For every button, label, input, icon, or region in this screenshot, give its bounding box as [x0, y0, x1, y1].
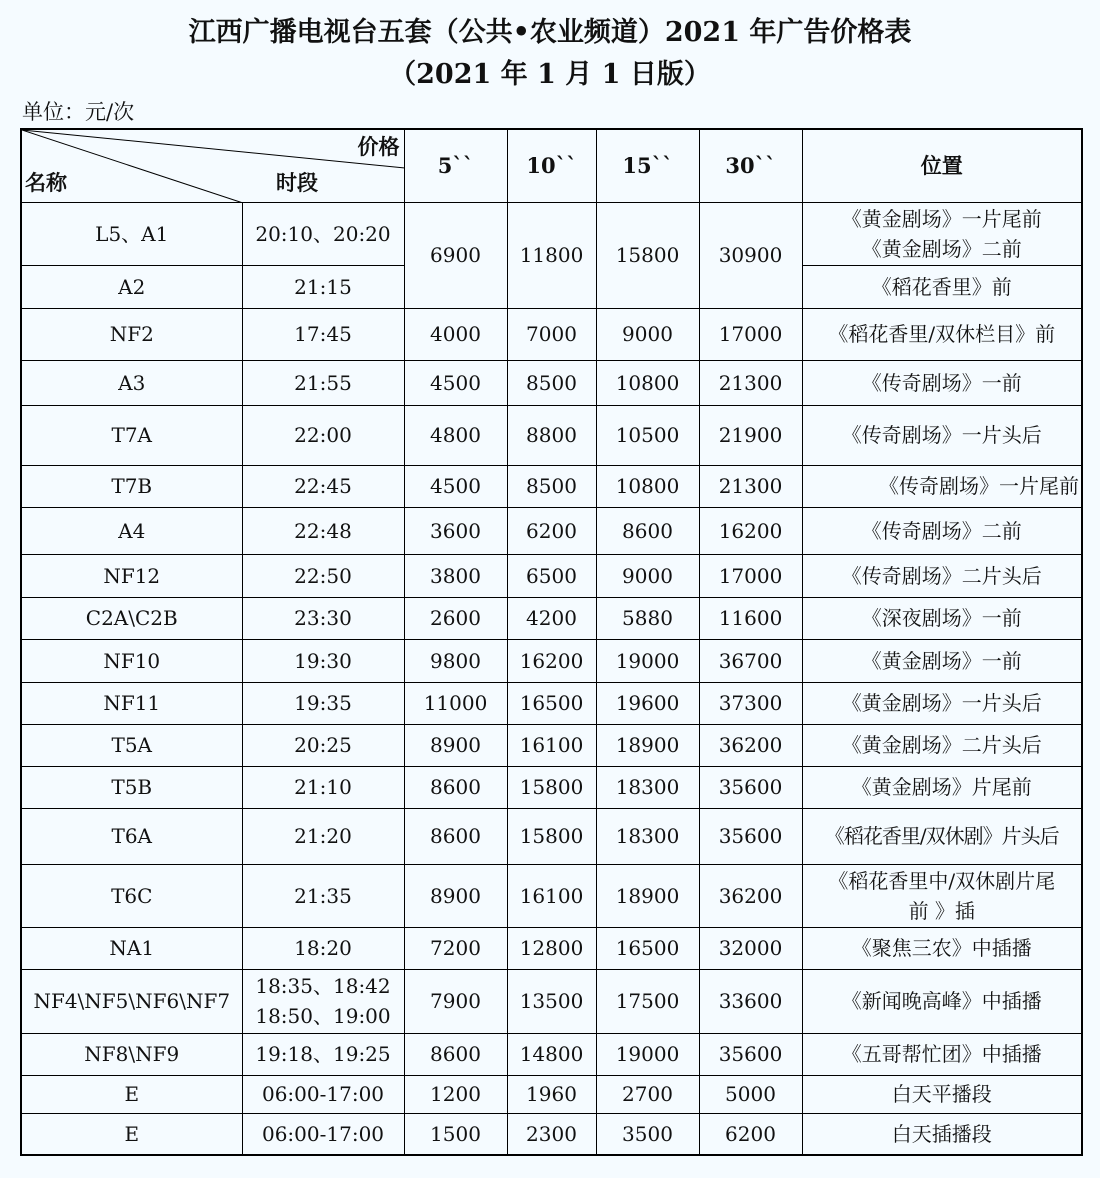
cell-price-15: 15800	[596, 202, 699, 308]
cell-price-15: 18900	[596, 724, 699, 766]
cell-price-5: 4000	[404, 308, 507, 360]
cell-time: 22:00	[242, 405, 404, 465]
cell-position	[802, 864, 1082, 927]
cell-price-10: 7000	[507, 308, 596, 360]
cell-price-30: 16200	[699, 507, 802, 554]
table-row	[21, 507, 1082, 554]
table-row	[21, 360, 1082, 405]
header-price: 价格	[357, 134, 400, 159]
cell-price-15: 5880	[596, 597, 699, 639]
cell-price-5: 7200	[404, 927, 507, 969]
cell-position: 《聚焦三农》中插播	[802, 927, 1082, 969]
cell-name: T7A	[21, 405, 242, 465]
cell-price-15: 10800	[596, 465, 699, 507]
cell-price-30: 36700	[699, 639, 802, 682]
cell-position: 《传奇剧场》二前	[802, 507, 1082, 554]
cell-price-10: 16100	[507, 864, 596, 927]
position-line: 前 》插	[908, 898, 975, 923]
time-line: 18:50、19:00	[255, 1004, 391, 1028]
cell-position	[802, 202, 1082, 265]
cell-time: 21:35	[242, 864, 404, 927]
cell-price-30: 30900	[699, 202, 802, 308]
cell-price-5: 8600	[404, 766, 507, 808]
table-row	[21, 405, 1082, 465]
cell-time: 18:20	[242, 927, 404, 969]
cell-name: L5、A1	[21, 202, 242, 265]
cell-name: C2A\C2B	[21, 597, 242, 639]
cell-position: 《黄金剧场》二片头后	[802, 724, 1082, 766]
cell-price-30: 21300	[699, 360, 802, 405]
cell-price-5: 6900	[404, 202, 507, 308]
table-row	[21, 1113, 1082, 1155]
cell-position: 白天插播段	[802, 1113, 1082, 1155]
table-row	[21, 202, 1082, 265]
cell-price-5: 2600	[404, 597, 507, 639]
cell-time	[242, 969, 404, 1033]
table-row	[21, 465, 1082, 507]
cell-position: 《稻花香里/双休栏目》前	[802, 308, 1082, 360]
cell-price-10: 8800	[507, 405, 596, 465]
header-5s: 5``	[404, 129, 507, 202]
cell-price-15: 9000	[596, 554, 699, 597]
cell-price-15: 3500	[596, 1113, 699, 1155]
header-row	[21, 129, 1082, 202]
cell-price-10: 6200	[507, 507, 596, 554]
cell-price-15: 10800	[596, 360, 699, 405]
cell-position: 《黄金剧场》一片头后	[802, 682, 1082, 724]
table-row	[21, 766, 1082, 808]
cell-name: T7B	[21, 465, 242, 507]
header-30s: 30``	[699, 129, 802, 202]
cell-price-10: 2300	[507, 1113, 596, 1155]
cell-price-15: 2700	[596, 1075, 699, 1113]
cell-price-30: 36200	[699, 864, 802, 927]
cell-price-10: 12800	[507, 927, 596, 969]
cell-price-30: 17000	[699, 554, 802, 597]
cell-time: 22:48	[242, 507, 404, 554]
cell-name: A4	[21, 507, 242, 554]
cell-name: T6A	[21, 808, 242, 864]
position-line: 《黄金剧场》一片尾前	[841, 206, 1042, 231]
cell-price-15: 10500	[596, 405, 699, 465]
cell-price-30: 33600	[699, 969, 802, 1033]
unit-label: 单位：元/次	[22, 100, 135, 124]
page-subtitle: （2021 年 1 月 1 日版）	[389, 59, 711, 90]
header-slot: 时段	[276, 170, 318, 195]
cell-price-5: 4800	[404, 405, 507, 465]
cell-price-10: 1960	[507, 1075, 596, 1113]
cell-price-15: 9000	[596, 308, 699, 360]
cell-price-5: 3600	[404, 507, 507, 554]
cell-name: E	[21, 1113, 242, 1155]
cell-name: NF12	[21, 554, 242, 597]
cell-position: 《深夜剧场》一前	[802, 597, 1082, 639]
cell-price-15: 18300	[596, 808, 699, 864]
time-line: 18:35、18:42	[255, 974, 391, 998]
cell-position: 《传奇剧场》一片头后	[802, 405, 1082, 465]
cell-price-10: 16500	[507, 682, 596, 724]
cell-price-15: 16500	[596, 927, 699, 969]
table-row	[21, 639, 1082, 682]
position-line: 《稻花香里中/双休剧片尾	[828, 868, 1056, 893]
cell-price-30: 6200	[699, 1113, 802, 1155]
cell-name: E	[21, 1075, 242, 1113]
cell-name: T5B	[21, 766, 242, 808]
cell-price-5: 3800	[404, 554, 507, 597]
cell-price-30: 11600	[699, 597, 802, 639]
cell-time: 19:30	[242, 639, 404, 682]
cell-price-10: 13500	[507, 969, 596, 1033]
cell-name: A2	[21, 265, 242, 308]
cell-position: 白天平播段	[802, 1075, 1082, 1113]
cell-time: 22:50	[242, 554, 404, 597]
table-row	[21, 927, 1082, 969]
table-row	[21, 864, 1082, 927]
cell-price-5: 4500	[404, 360, 507, 405]
cell-price-5: 7900	[404, 969, 507, 1033]
cell-price-10: 11800	[507, 202, 596, 308]
table-row	[21, 554, 1082, 597]
cell-position: 《黄金剧场》片尾前	[802, 766, 1082, 808]
cell-position: 《稻花香里/双休剧》片头后	[802, 808, 1082, 864]
cell-name: NF8\NF9	[21, 1033, 242, 1075]
cell-price-30: 32000	[699, 927, 802, 969]
diagonal-lines	[22, 130, 405, 203]
cell-price-30: 35600	[699, 1033, 802, 1075]
cell-price-5: 8600	[404, 1033, 507, 1075]
cell-time: 21:20	[242, 808, 404, 864]
cell-price-5: 8900	[404, 724, 507, 766]
cell-time: 19:18、19:25	[242, 1033, 404, 1075]
cell-price-5: 1500	[404, 1113, 507, 1155]
cell-time: 17:45	[242, 308, 404, 360]
cell-price-10: 15800	[507, 766, 596, 808]
cell-price-10: 14800	[507, 1033, 596, 1075]
cell-time: 20:10、20:20	[242, 202, 404, 265]
header-10s: 10``	[507, 129, 596, 202]
cell-name: A3	[21, 360, 242, 405]
cell-price-10: 8500	[507, 465, 596, 507]
header-15s: 15``	[596, 129, 699, 202]
table-row	[21, 808, 1082, 864]
cell-position: 《传奇剧场》二片头后	[802, 554, 1082, 597]
cell-time: 22:45	[242, 465, 404, 507]
cell-position: 《传奇剧场》一前	[802, 360, 1082, 405]
cell-price-15: 19000	[596, 1033, 699, 1075]
cell-time: 06:00-17:00	[242, 1113, 404, 1155]
cell-name: NF11	[21, 682, 242, 724]
cell-price-30: 17000	[699, 308, 802, 360]
cell-price-10: 15800	[507, 808, 596, 864]
cell-price-15: 8600	[596, 507, 699, 554]
cell-price-5: 1200	[404, 1075, 507, 1113]
table-row	[21, 682, 1082, 724]
cell-time: 21:10	[242, 766, 404, 808]
cell-price-30: 21900	[699, 405, 802, 465]
cell-price-30: 35600	[699, 808, 802, 864]
table-row	[21, 969, 1082, 1033]
cell-price-10: 4200	[507, 597, 596, 639]
cell-price-10: 16200	[507, 639, 596, 682]
cell-name: NF2	[21, 308, 242, 360]
cell-price-30: 5000	[699, 1075, 802, 1113]
cell-name: NF10	[21, 639, 242, 682]
cell-price-15: 18300	[596, 766, 699, 808]
cell-price-30: 21300	[699, 465, 802, 507]
cell-time: 20:25	[242, 724, 404, 766]
cell-price-5: 8900	[404, 864, 507, 927]
header-name: 名称	[25, 170, 67, 195]
cell-name: NF4\NF5\NF6\NF7	[21, 969, 242, 1033]
cell-price-30: 35600	[699, 766, 802, 808]
table-row	[21, 724, 1082, 766]
cell-price-5: 4500	[404, 465, 507, 507]
cell-time: 19:35	[242, 682, 404, 724]
cell-position: 《黄金剧场》一前	[802, 639, 1082, 682]
cell-time: 06:00-17:00	[242, 1075, 404, 1113]
cell-name: NA1	[21, 927, 242, 969]
page-title: 江西广播电视台五套（公共•农业频道）2021 年广告价格表	[188, 17, 912, 48]
cell-price-30: 37300	[699, 682, 802, 724]
price-table	[20, 128, 1083, 1156]
cell-time: 21:15	[242, 265, 404, 308]
cell-price-5: 9800	[404, 639, 507, 682]
cell-price-5: 11000	[404, 682, 507, 724]
cell-price-30: 36200	[699, 724, 802, 766]
cell-price-5: 8600	[404, 808, 507, 864]
position-line: 《黄金剧场》二前	[861, 236, 1022, 261]
table-row	[21, 1075, 1082, 1113]
table-row	[21, 1033, 1082, 1075]
cell-name: T5A	[21, 724, 242, 766]
cell-position: 《稻花香里》前	[802, 265, 1082, 308]
table-row	[21, 308, 1082, 360]
table-row	[21, 597, 1082, 639]
cell-position: 《新闻晚高峰》中插播	[802, 969, 1082, 1033]
cell-position: 《传奇剧场》一片尾前	[802, 465, 1082, 507]
cell-price-15: 19000	[596, 639, 699, 682]
header-position: 位置	[802, 129, 1082, 202]
cell-time: 23:30	[242, 597, 404, 639]
cell-price-15: 19600	[596, 682, 699, 724]
cell-position: 《五哥帮忙团》中插播	[802, 1033, 1082, 1075]
diagonal-header-cell	[21, 129, 404, 202]
cell-price-10: 6500	[507, 554, 596, 597]
cell-time: 21:55	[242, 360, 404, 405]
cell-price-10: 16100	[507, 724, 596, 766]
cell-price-15: 18900	[596, 864, 699, 927]
cell-price-15: 17500	[596, 969, 699, 1033]
cell-name: T6C	[21, 864, 242, 927]
cell-price-10: 8500	[507, 360, 596, 405]
